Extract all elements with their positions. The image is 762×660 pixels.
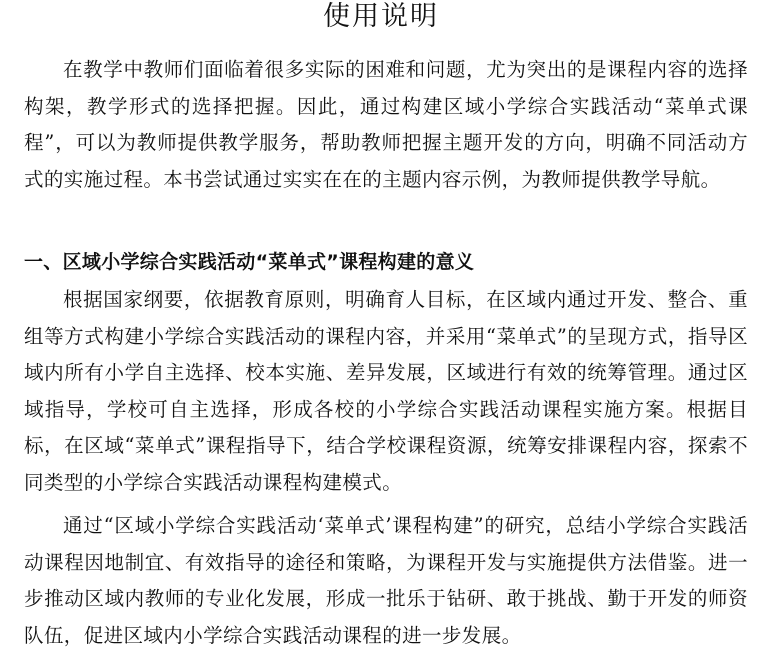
section-paragraph-2: 通过“区域小学综合实践活动‘菜单式’课程构建”的研究，总结小学综合实践活动课程因地制宜、有效指导的途径和策略，为课程开发与实施提供方法借鉴。进一步推动区域内教师的专业化发展，形成一批乐于钻研、敢于挑战、勤于开发的师资队伍，促进区域内小学综合实践活动课程的进一步发展。	[24, 514, 748, 647]
section-heading: 一、区域小学综合实践活动“菜单式”课程构建的意义	[24, 251, 475, 273]
section-paragraph-1: 根据国家纲要，依据教育原则，明确育人目标，在区域内通过开发、整合、重组等方式构建小学综合实践活动的课程内容，并采用“菜单式”的呈现方式，指导区域内所有小学自主选择、校本实施、差异发展，区域进行有效的统筹管理。通过区域指导，学校可自主选择，形成各校的小学综合实践活动课程实施方案。根据目标，在区域“菜单式”课程指导下，结合学校课程资源，统筹安排课程内容，探索不同类型的小学综合实践活动课程构建模式。	[24, 288, 748, 494]
page-title: 使用说明	[323, 1, 439, 32]
intro-paragraph: 在教学中教师们面临着很多实际的困难和问题，尤为突出的是课程内容的选择构架，教学形式的选择把握。因此，通过构建区域小学综合实践活动“菜单式课程”，可以为教师提供教学服务，帮助教师把握主题开发的方向，明确不同活动方式的实施过程。本书尝试通过实实在在的主题内容示例，为教师提供教学导航。	[24, 58, 748, 191]
